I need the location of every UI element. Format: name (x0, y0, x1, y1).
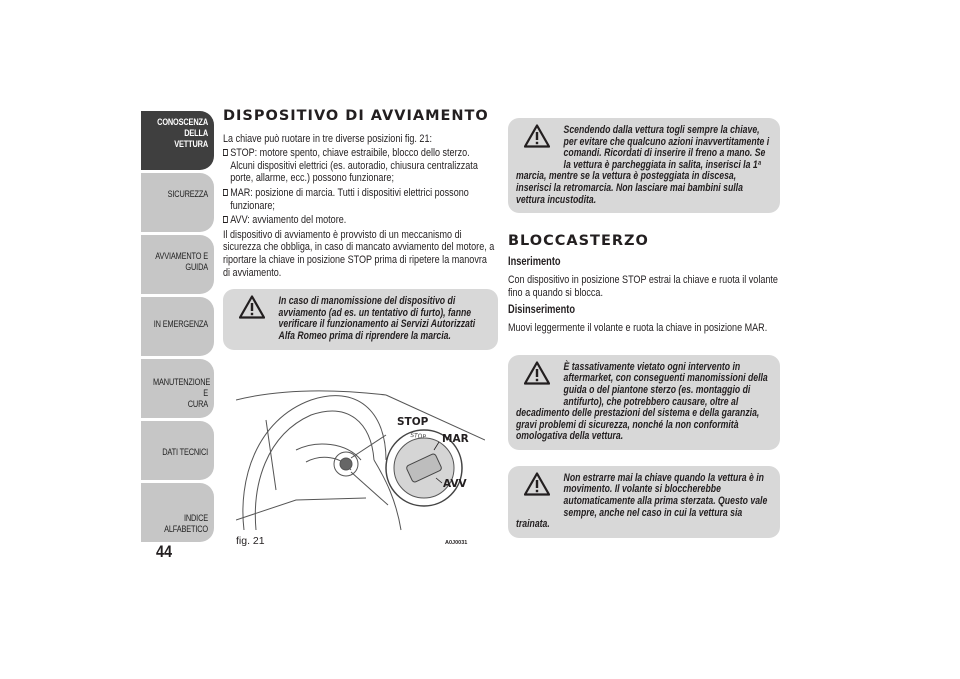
left-column (223, 110, 495, 350)
subheading-disinserimento: Disinserimento (508, 302, 576, 316)
list-item-text: STOP: motore spento, chiave estraibile, blocco dello sterzo. Alcuni dispositivi elettrici (es. autoradio, chiusura centralizzata porte, allarme, ecc.) possono funzionare; (230, 147, 478, 185)
position-list (223, 147, 495, 227)
tab-sicurezza[interactable] (141, 173, 214, 232)
tab-dati-tecnici[interactable] (141, 421, 214, 480)
list-item (223, 187, 495, 212)
section-title-bloccasterzo: BLOCCASTERZO (508, 233, 649, 250)
tab-avviamento-e-guida[interactable] (141, 235, 214, 294)
tab-label-line2: DELLA VETTURA (174, 128, 208, 149)
tab-label-line2: GUIDA (185, 262, 208, 272)
tab-label-line1: CONOSCENZA (157, 117, 208, 127)
list-item (223, 147, 495, 185)
tab-label-line1: AVVIAMENTO E (155, 251, 208, 261)
inserimento-text: Con dispositivo in posizione STOP estrai la chiave e ruota il volante fino a quando si blocca. (508, 274, 778, 299)
tab-manutenzione-e-cura[interactable] (141, 359, 214, 418)
warning-text: Non estrarre mai la chiave quando la vettura è in movimento. Il volante si bloccherebbe automaticamente alla prima sterzata. Questo vale sempre, anche nel caso in cui la vettura sia trainata. (516, 471, 768, 531)
warning-text: In caso di manomissione del dispositivo di avviamento (ad es. un tentativo di furto), fanne verificare il funzionamento ai Servizi Autorizzati Alfa Romeo prima di riprendere la marcia. (278, 295, 476, 342)
figure-caption: fig. 21 (236, 535, 265, 547)
label-avv: AVV (443, 478, 467, 490)
checkbox-bullet-icon (223, 189, 228, 196)
tab-indice-alfabetico[interactable] (141, 483, 214, 542)
tab-in-emergenza[interactable] (141, 297, 214, 356)
warning-text: Scendendo dalla vettura togli sempre la chiave, per evitare che qualcuno azioni inavvertitamente i comandi. Ricordati di inserire il freno a mano. Se la vettura è parcheggiata in salita, inserisci la 1ª marcia, mentre se la vettura è posteggiata in discesa, inserisci la retromarcia. Non lasciare mai bambini sulla vettura incustodita. (516, 124, 770, 206)
checkbox-bullet-icon (223, 216, 228, 223)
list-item-text: AVV: avviamento del motore. (230, 214, 347, 227)
warning-box (508, 118, 780, 213)
tab-label-line1: SICUREZZA (167, 189, 208, 199)
tab-label-line1: DATI TECNICI (162, 447, 208, 457)
warning-box (508, 355, 780, 450)
list-item (223, 214, 495, 227)
tab-label-line2: CURA (187, 399, 208, 409)
subheading-inserimento: Inserimento (508, 254, 561, 268)
list-item-text: MAR: posizione di marcia. Tutti i dispositivi elettrici possono funzionare; (230, 186, 469, 212)
intro-text: La chiave può ruotare in tre diverse posizioni fig. 21: (223, 132, 432, 145)
section-title-dispositivo: DISPOSITIVO DI AVVIAMENTO (223, 108, 489, 124)
tab-label-line1: MANUTENZIONE E (153, 377, 211, 398)
right-column (508, 118, 780, 538)
ignition-switch-illustration (236, 380, 485, 532)
tab-conoscenza-della-vettura[interactable] (141, 111, 214, 170)
tab-label-line1: INDICE ALFABETICO (164, 513, 208, 534)
warning-text: È tassativamente vietato ogni intervento in aftermarket, con conseguenti manomissioni della guida o del piantone sterzo (es. montaggio di antifurto), che potrebbero causare, oltre al decadimento delle prestazioni del sistema e della garanzia, gravi problemi di sicurezza, nonché la non conformità omologativa della vettura. (516, 360, 768, 443)
label-mar: MAR (442, 433, 469, 445)
warning-box (223, 289, 498, 349)
disinserimento-text: Muovi leggermente il volante e ruota la chiave in posizione MAR. (508, 322, 768, 335)
figure-code: A0J0031 (445, 540, 468, 546)
label-stop: STOP (397, 416, 429, 428)
warning-box (508, 466, 780, 538)
page-number: 44 (156, 542, 173, 561)
svg-text:STOP: STOP (409, 431, 427, 441)
tab-label-line1: IN EMERGENZA (153, 319, 208, 329)
safety-text: Il dispositivo di avviamento è provvisto di un meccanismo di sicurezza che obbliga, in caso di mancato avviamento del motore, a riportare la chiave in posizione STOP prima di ripetere la manovra di avviamento. (223, 228, 495, 279)
checkbox-bullet-icon (223, 149, 228, 156)
